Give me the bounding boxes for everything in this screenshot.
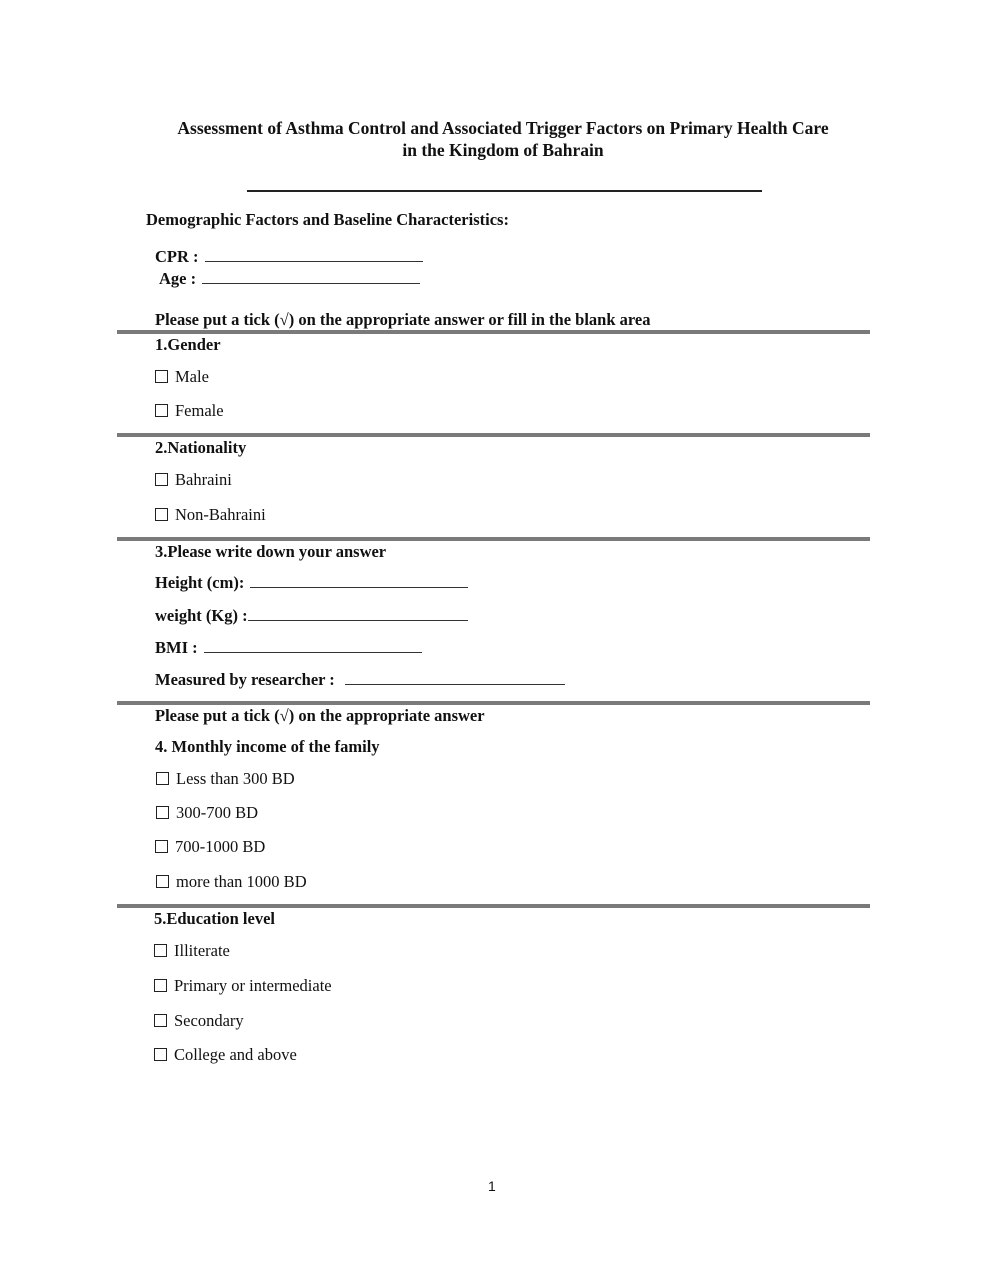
divider [117, 904, 870, 908]
bmi-blank[interactable] [204, 638, 422, 653]
q5-title: 5.Education level [154, 909, 276, 928]
divider [117, 701, 870, 705]
cpr-field [155, 247, 423, 267]
divider [117, 330, 870, 334]
divider [117, 433, 870, 437]
checkbox-icon[interactable] [155, 508, 168, 521]
option-education[interactable]: Secondary [154, 1011, 244, 1031]
cpr-label: CPR : [155, 247, 199, 266]
option-income[interactable]: Less than 300 BD [156, 769, 295, 789]
title-line-2: in the Kingdom of Bahrain [402, 140, 604, 160]
instruction-2: Please put a tick (√) on the appropriate answer [155, 706, 485, 725]
checkbox-icon[interactable] [154, 944, 167, 957]
checkbox-icon[interactable] [156, 875, 169, 888]
q4-title: 4. Monthly income of the family [155, 737, 380, 756]
q3-title: 3.Please write down your answer [155, 542, 387, 561]
age-field [159, 269, 420, 289]
q2-title: 2.Nationality [155, 438, 247, 457]
title-line-1: Assessment of Asthma Control and Associated Trigger Factors on Primary Health Care [177, 118, 829, 138]
option-non-bahraini[interactable]: Non-Bahraini [155, 505, 266, 525]
checkbox-icon[interactable] [154, 979, 167, 992]
checkbox-icon[interactable] [155, 370, 168, 383]
weight-field: weight (Kg) : [155, 606, 468, 626]
page-number: 1 [488, 1178, 496, 1194]
researcher-field: Measured by researcher : [155, 670, 565, 690]
title-divider [247, 190, 762, 192]
q1-title: 1.Gender [155, 335, 221, 354]
option-income[interactable]: more than 1000 BD [156, 872, 307, 892]
height-field: Height (cm): [155, 573, 468, 593]
option-education[interactable]: College and above [154, 1045, 297, 1065]
option-education[interactable]: Illiterate [154, 941, 230, 961]
checkbox-icon[interactable] [156, 772, 169, 785]
divider [117, 537, 870, 541]
checkbox-icon[interactable] [156, 806, 169, 819]
checkbox-icon[interactable] [155, 404, 168, 417]
height-blank[interactable] [250, 573, 468, 588]
bmi-field: BMI : [155, 638, 422, 658]
checkbox-icon[interactable] [154, 1048, 167, 1061]
age-blank[interactable] [202, 269, 420, 284]
researcher-blank[interactable] [345, 670, 565, 685]
option-bahraini[interactable]: Bahraini [155, 470, 232, 490]
instruction-1: Please put a tick (√) on the appropriate answer or fill in the blank area [155, 310, 651, 329]
checkbox-icon[interactable] [155, 840, 168, 853]
option-income[interactable]: 300-700 BD [156, 803, 258, 823]
checkbox-icon[interactable] [155, 473, 168, 486]
cpr-blank[interactable] [205, 247, 423, 262]
weight-blank[interactable] [248, 606, 468, 621]
option-income[interactable]: 700-1000 BD [155, 837, 265, 857]
option-male[interactable]: Male [155, 367, 209, 387]
age-label: Age : [159, 269, 197, 288]
option-education[interactable]: Primary or intermediate [154, 976, 332, 996]
section-heading: Demographic Factors and Baseline Characteristics: [146, 210, 509, 229]
checkbox-icon[interactable] [154, 1014, 167, 1027]
option-female[interactable]: Female [155, 401, 224, 421]
